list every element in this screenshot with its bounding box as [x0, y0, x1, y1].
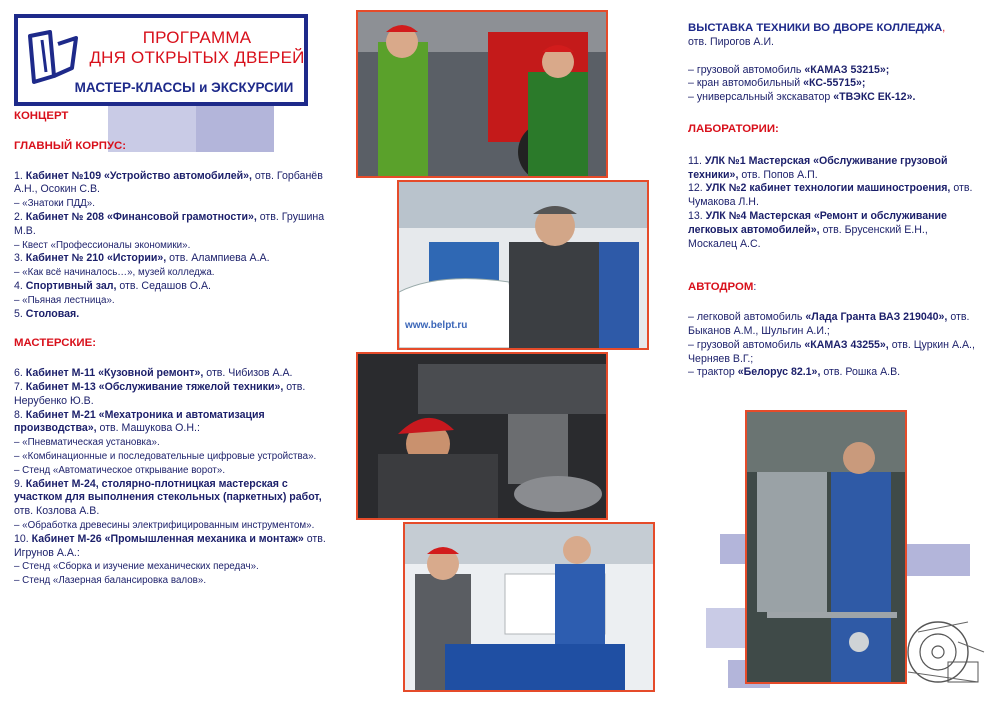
program-subitem: – «Пьяная лестница».: [14, 294, 115, 306]
exhibition-item: – универсальный экскаватор «ТВЭКС ЕК-12».: [688, 91, 916, 104]
lab-item: 12. УЛК №2 кабинет технологии машиностроения, отв. Чумакова Л.Н.: [688, 182, 973, 209]
autodrome-item: – легковой автомобиль «Лада Гранта ВАЗ 219040», отв. Быканов А.М., Шульгин А.И.;: [688, 311, 970, 337]
program-subitem: – Стенд «Лазерная балансировка валов».: [14, 575, 207, 587]
car-sticker-text: www.belpt.ru: [405, 320, 468, 331]
program-subitem: – «Комбинационные и последовательные цифровые устройства».: [14, 450, 317, 462]
program-subitem: – Стенд «Сборка и изучение механических передач».: [14, 561, 259, 573]
labs-heading: ЛАБОРАТОРИИ:: [688, 122, 779, 135]
program-subitem: – «Пневматическая установка».: [14, 437, 160, 449]
program-item: 3. Кабинет № 210 «Истории», отв. Алампиева А.А.: [14, 252, 270, 265]
program-item: 9. Кабинет М-24, столярно-плотницкая мастерская с участком для выполнения стекольных (паркетных) работ, отв. Козлова А.В.: [14, 477, 322, 518]
photo-tractor-inspection: [356, 10, 608, 178]
program-subitem: – «Обработка древесины электрифицированным инструментом».: [14, 519, 315, 531]
decor-block: [906, 544, 970, 576]
title-box: [14, 14, 308, 106]
workshops-heading: МАСТЕРСКИЕ:: [14, 337, 96, 350]
autodrome-heading: АВТОДРОМ:: [688, 281, 757, 294]
lab-item: 11. УЛК №1 Мастерская «Обслуживание грузовой техники», отв. Попов А.П.: [688, 154, 948, 181]
workshops-list: [14, 367, 332, 588]
main-building-list: [14, 170, 332, 322]
exhibition-responsible: отв. Пирогов А.И.: [688, 35, 775, 48]
autodrome-item: – грузовой автомобиль «КАМАЗ 43255», отв. Цуркин А.А., Черняев В.Г.;: [688, 338, 975, 365]
program-subitem: – «Знатоки ПДД».: [14, 198, 95, 210]
program-item: 5. Столовая.: [14, 307, 80, 320]
engine-sketch-illustration: [898, 612, 988, 698]
program-item: 6. Кабинет М-11 «Кузовной ремонт», отв. Чибизов А.А.: [14, 367, 293, 380]
program-subitem: – «Как всё начиналось…», музей колледжа.: [14, 267, 215, 279]
lab-item: 13. УЛК №4 Мастерская «Ремонт и обслуживание легковых автомобилей», отв. Брусенский Е.Н., Москалец А.С.: [688, 209, 947, 250]
concert-heading: КОНЦЕРТ: [14, 110, 69, 122]
program-item: 10. Кабинет М-26 «Промышленная механика и монтаж» отв. Игрунов А.А.:: [14, 532, 326, 559]
program-subitem: – Стенд «Автоматическое открывание ворот».: [14, 464, 226, 476]
photo-instructor-workshop: [397, 180, 649, 350]
autodrome-item: – трактор «Белорус 82.1», отв. Рошка А.В.: [688, 366, 901, 379]
program-item: 8. Кабинет М-21 «Мехатроника и автоматизация производства», отв. Машукова О.Н.:: [14, 408, 265, 435]
left-column: [14, 110, 332, 588]
title-line-masterclasses: МАСТЕР-КЛАССЫ и ЭКСКУРСИИ: [74, 80, 294, 95]
title-line-open-doors: ДНЯ ОТКРЫТЫХ ДВЕРЕЙ: [89, 48, 305, 67]
exhibition-heading: ВЫСТАВКА ТЕХНИКИ ВО ДВОРЕ КОЛЛЕДЖА,: [688, 22, 946, 34]
program-item: 7. Кабинет М-13 «Обслуживание тяжелой техники», отв. Нерубенко Ю.В.: [14, 380, 306, 407]
program-item: 4. Спортивный зал, отв. Седашов О.А.: [14, 279, 211, 292]
program-item: 1. Кабинет №109 «Устройство автомобилей», отв. Горбанёв А.Н., Осокин С.В.: [14, 169, 323, 196]
photo-bodywork-repair: [745, 410, 907, 684]
photo-under-vehicle: [356, 352, 608, 520]
photo-mechatronics-lab: [403, 522, 655, 692]
right-column: [688, 22, 978, 380]
main-building-heading: ГЛАВНЫЙ КОРПУС:: [14, 139, 127, 152]
program-item: 2. Кабинет № 208 «Финансовой грамотности», отв. Грушина М.В.: [14, 210, 325, 237]
title-line-program: ПРОГРАММА: [142, 28, 252, 47]
exhibition-item: – грузовой автомобиль «КАМАЗ 53215»;: [688, 63, 890, 76]
program-subitem: – Квест «Профессионалы экономики».: [14, 239, 191, 251]
exhibition-item: – кран автомобильный «КС-55715»;: [688, 77, 866, 90]
